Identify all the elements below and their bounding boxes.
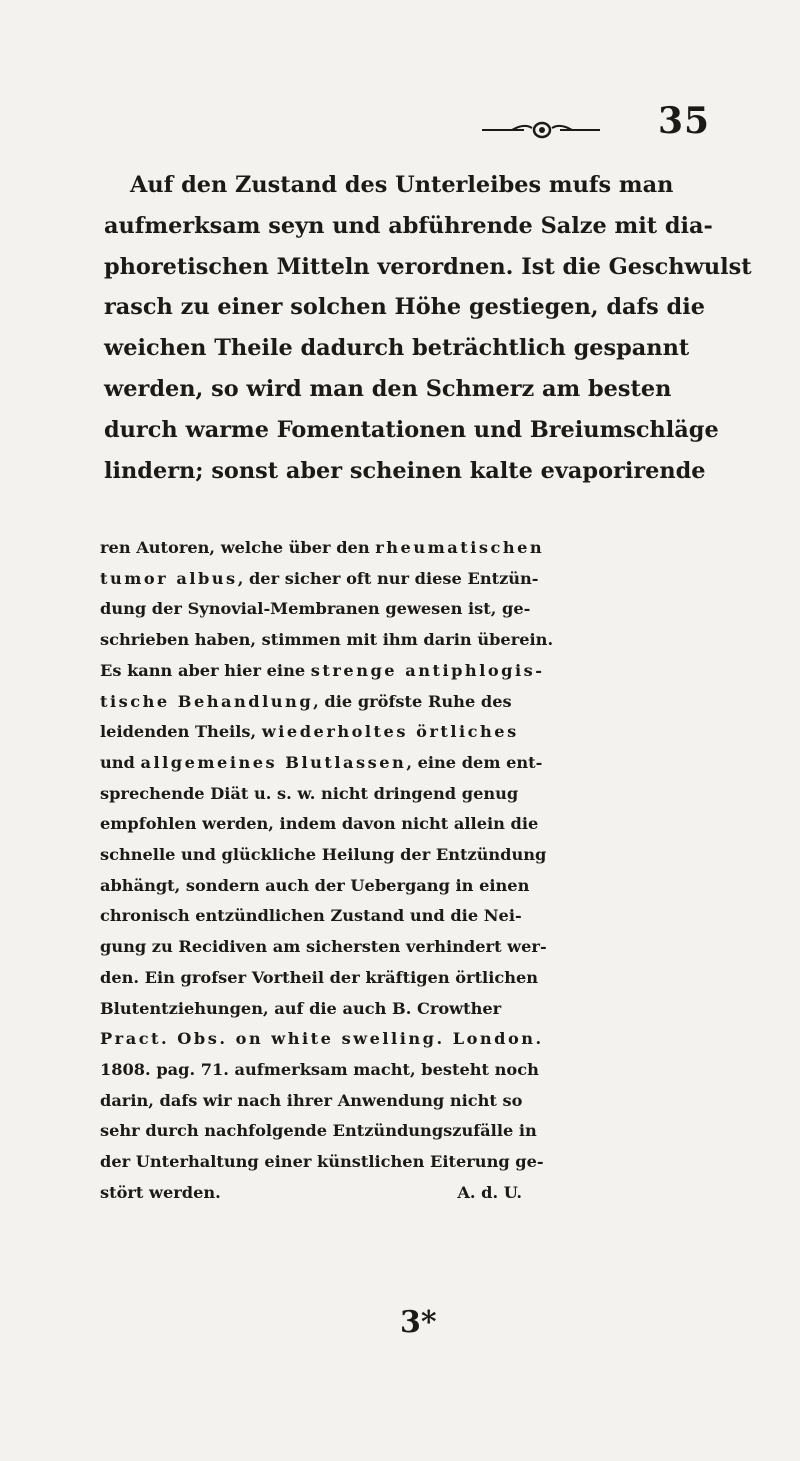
body-line: phoretischen Mitteln verordnen. Ist die Geschwulst: [104, 253, 752, 280]
footnote-line: [100, 656, 670, 687]
footnote-line: [100, 717, 670, 748]
footnote-text: und: [100, 752, 141, 772]
footnote-text: , der sicher oft nur diese Entzün-: [237, 568, 539, 588]
body-line: Auf den Zustand des Unterleibes mufs man: [130, 172, 674, 198]
footnote-line: [100, 748, 670, 779]
footnote-emphasis: tische Behandlung: [100, 691, 314, 711]
footnote-text: Es kann aber hier eine: [100, 660, 311, 680]
footnote-text: leidenden Theils,: [100, 722, 262, 742]
footnote-line: [100, 687, 670, 718]
body-line: aufmerksam seyn und abführende Salze mit dia-: [104, 212, 713, 239]
footnote-line: Blutentziehungen, auf die auch B. Crowther: [100, 998, 502, 1018]
body-line: durch warme Fomentationen und Breiumschläge: [104, 416, 719, 443]
footnote-line: den. Ein grofser Vortheil der kräftigen örtlichen: [100, 967, 539, 987]
footnote-text: , eine dem ent-: [406, 752, 543, 772]
footnote-line: gung zu Recidiven am sichersten verhindert wer-: [100, 937, 547, 957]
footnote-emphasis: tumor albus: [100, 568, 238, 588]
footnote-line: Pract. Obs. on white swelling. London.: [100, 1029, 544, 1049]
footnote-line: chronisch entzündlichen Zustand und die Nei-: [100, 906, 522, 926]
main-paragraph: [104, 165, 752, 491]
footnote: [100, 533, 670, 1208]
body-line: rasch zu einer solchen Höhe gestiegen, dafs die: [104, 294, 705, 321]
footnote-line: empfohlen werden, indem davon nicht allein die: [100, 814, 539, 834]
footnote-line: sprechende Diät u. s. w. nicht dringend genug: [100, 783, 519, 803]
footnote-line: der Unterhaltung einer künstlichen Eiterung ge-: [100, 1152, 544, 1172]
footnote-text: ren Autoren, welche über den: [100, 538, 376, 557]
footnote-line: schrieben haben, stimmen mit ihm darin überein.: [100, 630, 554, 650]
body-line: weichen Theile dadurch beträchtlich gespannt: [104, 335, 690, 362]
ornament-rule-icon: [482, 120, 602, 140]
footnote-text: stört werden.: [100, 1182, 221, 1202]
page-number: 35: [658, 100, 711, 142]
body-line: werden, so wird man den Schmerz am besten: [104, 375, 672, 402]
body-line: lindern; sonst aber scheinen kalte evaporirende: [104, 457, 706, 484]
footnote-line: darin, dafs wir nach ihrer Anwendung nicht so: [100, 1090, 523, 1110]
footnote-emphasis: rheumatischen: [375, 538, 545, 557]
footnote-line: sehr durch nachfolgende Entzündungszufälle in: [100, 1121, 537, 1141]
signature-mark: 3*: [400, 1305, 437, 1340]
footnote-emphasis: wiederholtes örtliches: [261, 722, 519, 742]
footnote-line: [100, 1178, 522, 1209]
translator-note-signature: A. d. U.: [457, 1182, 522, 1202]
footnote-emphasis: allgemeines Blutlassen: [140, 752, 407, 772]
footnote-text: , die gröfste Ruhe des: [313, 691, 512, 711]
footnote-line: [100, 564, 670, 595]
footnote-line: abhängt, sondern auch der Uebergang in einen: [100, 875, 530, 895]
footnote-line: dung der Synovial-Membranen gewesen ist, ge-: [100, 599, 531, 619]
page-header: [0, 100, 800, 150]
footnote-emphasis: strenge antiphlogis-: [310, 660, 545, 680]
footnote-line: schnelle und glückliche Heilung der Entzündung: [100, 845, 547, 865]
footnote-line: 1808. pag. 71. aufmerksam macht, besteht noch: [100, 1059, 539, 1079]
footnote-line: [100, 533, 670, 564]
